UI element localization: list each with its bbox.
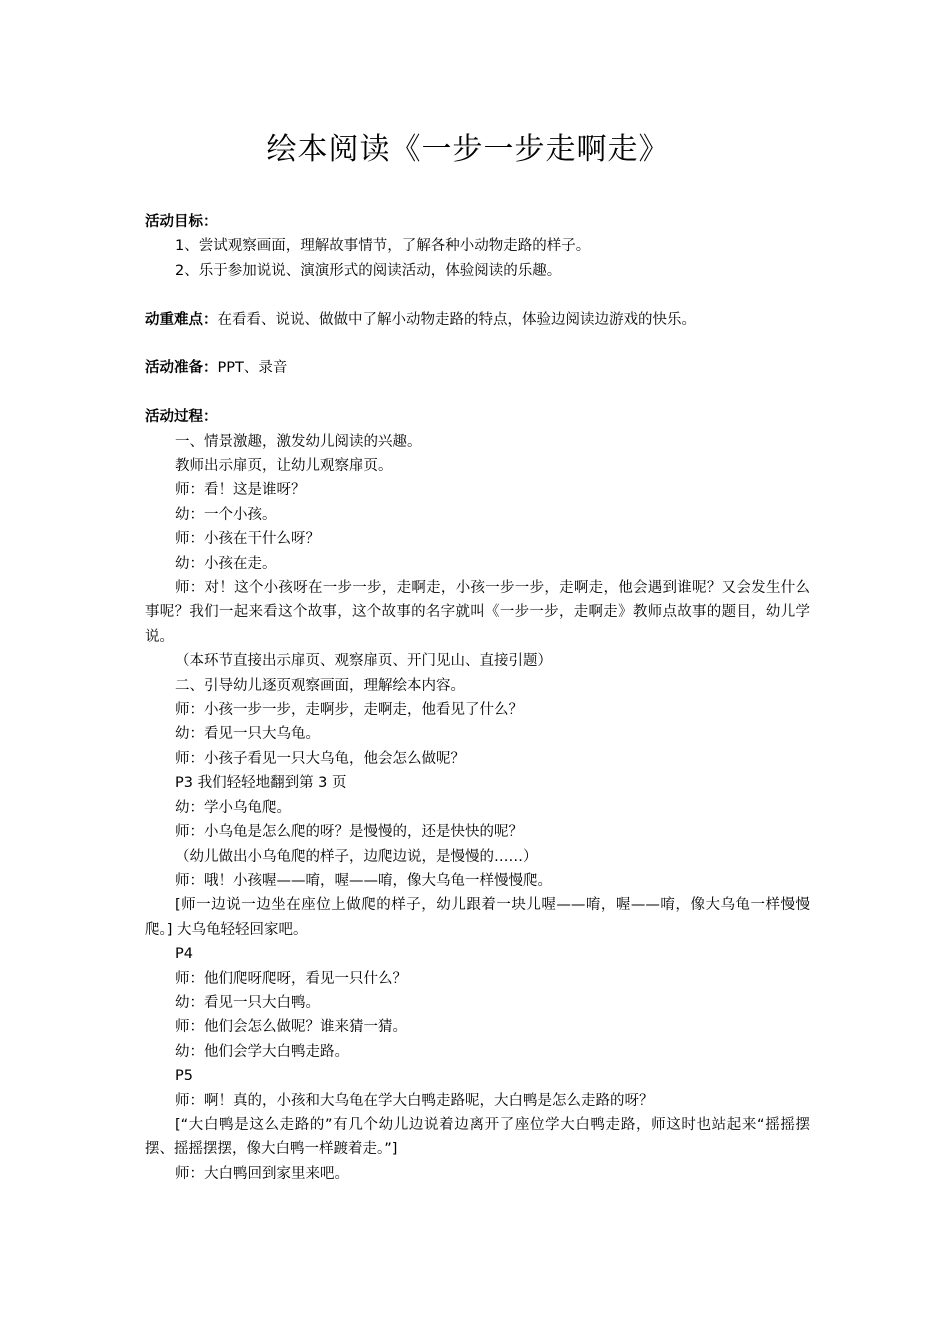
process-line: 师：他们会怎么做呢？谁来猜一猜。 bbox=[175, 1019, 407, 1036]
process-line: 幼：看见一只大白鸭。 bbox=[175, 994, 320, 1011]
document-title: 绘本阅读《一步一步走啊走》 bbox=[266, 132, 670, 167]
process-line: 师：看！这是谁呀？ bbox=[175, 482, 306, 499]
process-line: 师：啊！真的，小孩和大乌龟在学大白鸭走路呢，大白鸭是怎么走路的呀？ bbox=[175, 1092, 654, 1109]
process-line: 幼：小孩在走。 bbox=[175, 555, 277, 572]
spacer bbox=[145, 283, 810, 307]
goal-item: 2、乐于参加说说、演演形式的阅读活动，体验阅读的乐趣。 bbox=[175, 262, 562, 279]
process-line: 幼：他们会学大白鸭走路。 bbox=[175, 1043, 349, 1060]
goals-heading: 活动目标： bbox=[145, 214, 218, 230]
process-line: 师：哦！小孩喔——唷，喔——唷，像大乌龟一样慢慢爬。 bbox=[175, 872, 552, 889]
process-line: 师：他们爬呀爬呀，看见一只什么？ bbox=[175, 970, 407, 987]
process-heading: 活动过程： bbox=[145, 409, 218, 426]
process-line: 幼：学小乌龟爬。 bbox=[175, 799, 291, 816]
process-line: 一、情景激趣，激发幼儿阅读的兴趣。 bbox=[175, 433, 422, 450]
process-line: [“大白鸭是这么走路的”有几个幼儿边说着边离开了座位学大白鸭走路，师这时也站起来“摇摇摆摆、摇摇摆摆，像大白鸭一样踱着走。”] bbox=[145, 1116, 810, 1158]
process-line: 师：对！这个小孩呀在一步一步，走啊走，小孩一步一步，走啊走，他会遇到谁呢？又会发生什么事呢？我们一起来看这个故事，这个故事的名字就叫《一步一步，走啊走》教师点故事的题目，幼儿学说。 bbox=[145, 580, 810, 645]
difficulty-heading: 动重难点： bbox=[145, 311, 218, 328]
process-line: 师：小孩子看见一只大乌龟，他会怎么做呢？ bbox=[175, 750, 465, 767]
process-line: [师一边说一边坐在座位上做爬的样子，幼儿跟着一块儿喔——唷，喔——唷，像大乌龟一样慢慢爬。] 大乌龟轻轻回家吧。 bbox=[145, 897, 810, 938]
spacer bbox=[145, 381, 810, 405]
process-line: 师：小孩在干什么呀？ bbox=[175, 531, 320, 548]
process-line: 教师出示扉页，让幼儿观察扉页。 bbox=[175, 458, 393, 475]
preparation-text: PPT、录音 bbox=[217, 360, 288, 377]
difficulty-section bbox=[145, 308, 810, 332]
difficulty-text: 在看看、说说、做做中了解小动物走路的特点，体验边阅读边游戏的快乐。 bbox=[217, 311, 696, 328]
process-line: 二、引导幼儿逐页观察画面，理解绘本内容。 bbox=[175, 677, 465, 694]
preparation-heading: 活动准备： bbox=[145, 360, 218, 377]
goals-section bbox=[145, 210, 810, 283]
process-line: 幼：看见一只大乌龟。 bbox=[175, 726, 320, 743]
process-line: （幼儿做出小乌龟爬的样子，边爬边说，是慢慢的……） bbox=[175, 848, 538, 865]
process-section bbox=[145, 405, 810, 1186]
document-body bbox=[145, 210, 810, 1186]
process-line: 师：小乌龟是怎么爬的呀？是慢慢的，还是快快的呢？ bbox=[175, 824, 523, 841]
process-line: 幼：一个小孩。 bbox=[175, 506, 277, 523]
spacer bbox=[145, 332, 810, 356]
process-line: P4 bbox=[175, 946, 193, 963]
process-line: 师：大白鸭回到家里来吧。 bbox=[175, 1165, 349, 1182]
process-line: P5 bbox=[175, 1068, 193, 1085]
goal-item: 1、尝试观察画面，理解故事情节，了解各种小动物走路的样子。 bbox=[175, 238, 591, 255]
process-line: （本环节直接出示扉页、观察扉页、开门见山、直接引题） bbox=[175, 653, 552, 670]
process-line: 师：小孩一步一步，走啊步，走啊走，他看见了什么？ bbox=[175, 702, 523, 719]
preparation-section bbox=[145, 356, 810, 380]
process-line: P3 我们轻轻地翻到第 3 页 bbox=[175, 775, 347, 792]
